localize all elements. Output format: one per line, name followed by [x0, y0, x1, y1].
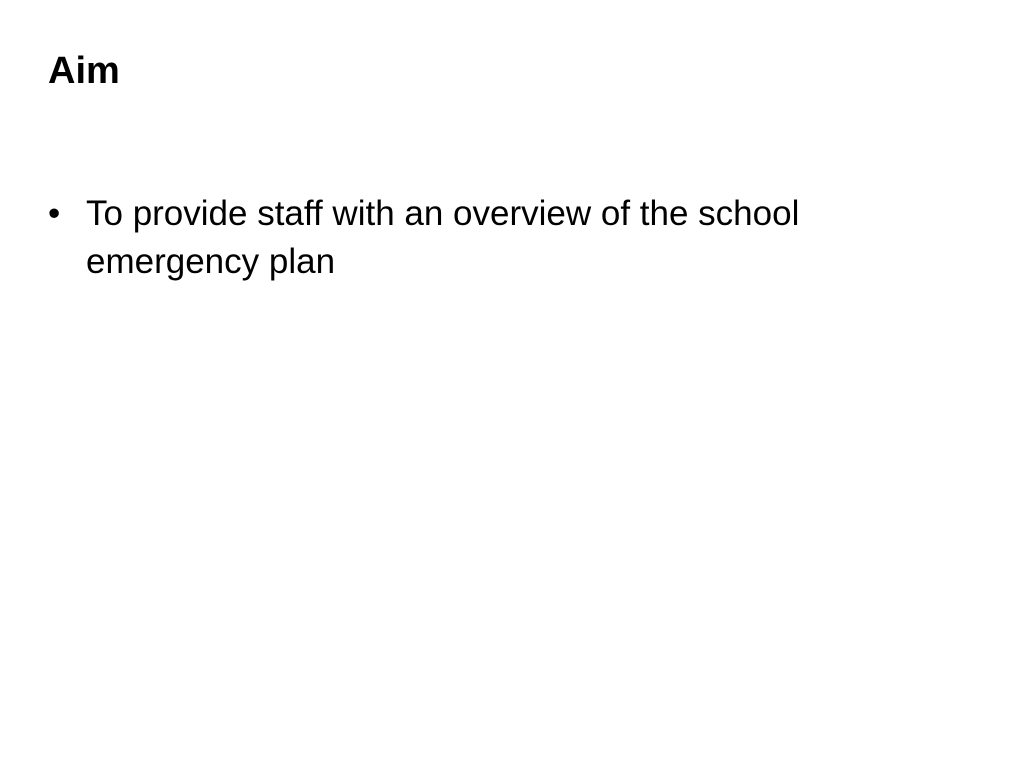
- bullet-list: [48, 190, 948, 286]
- slide-title: Aim: [48, 50, 120, 92]
- bullet-text: To provide staff with an overview of the school emergency plan: [86, 194, 800, 281]
- bullet-item: [48, 190, 948, 286]
- bullet-marker: •: [48, 194, 61, 233]
